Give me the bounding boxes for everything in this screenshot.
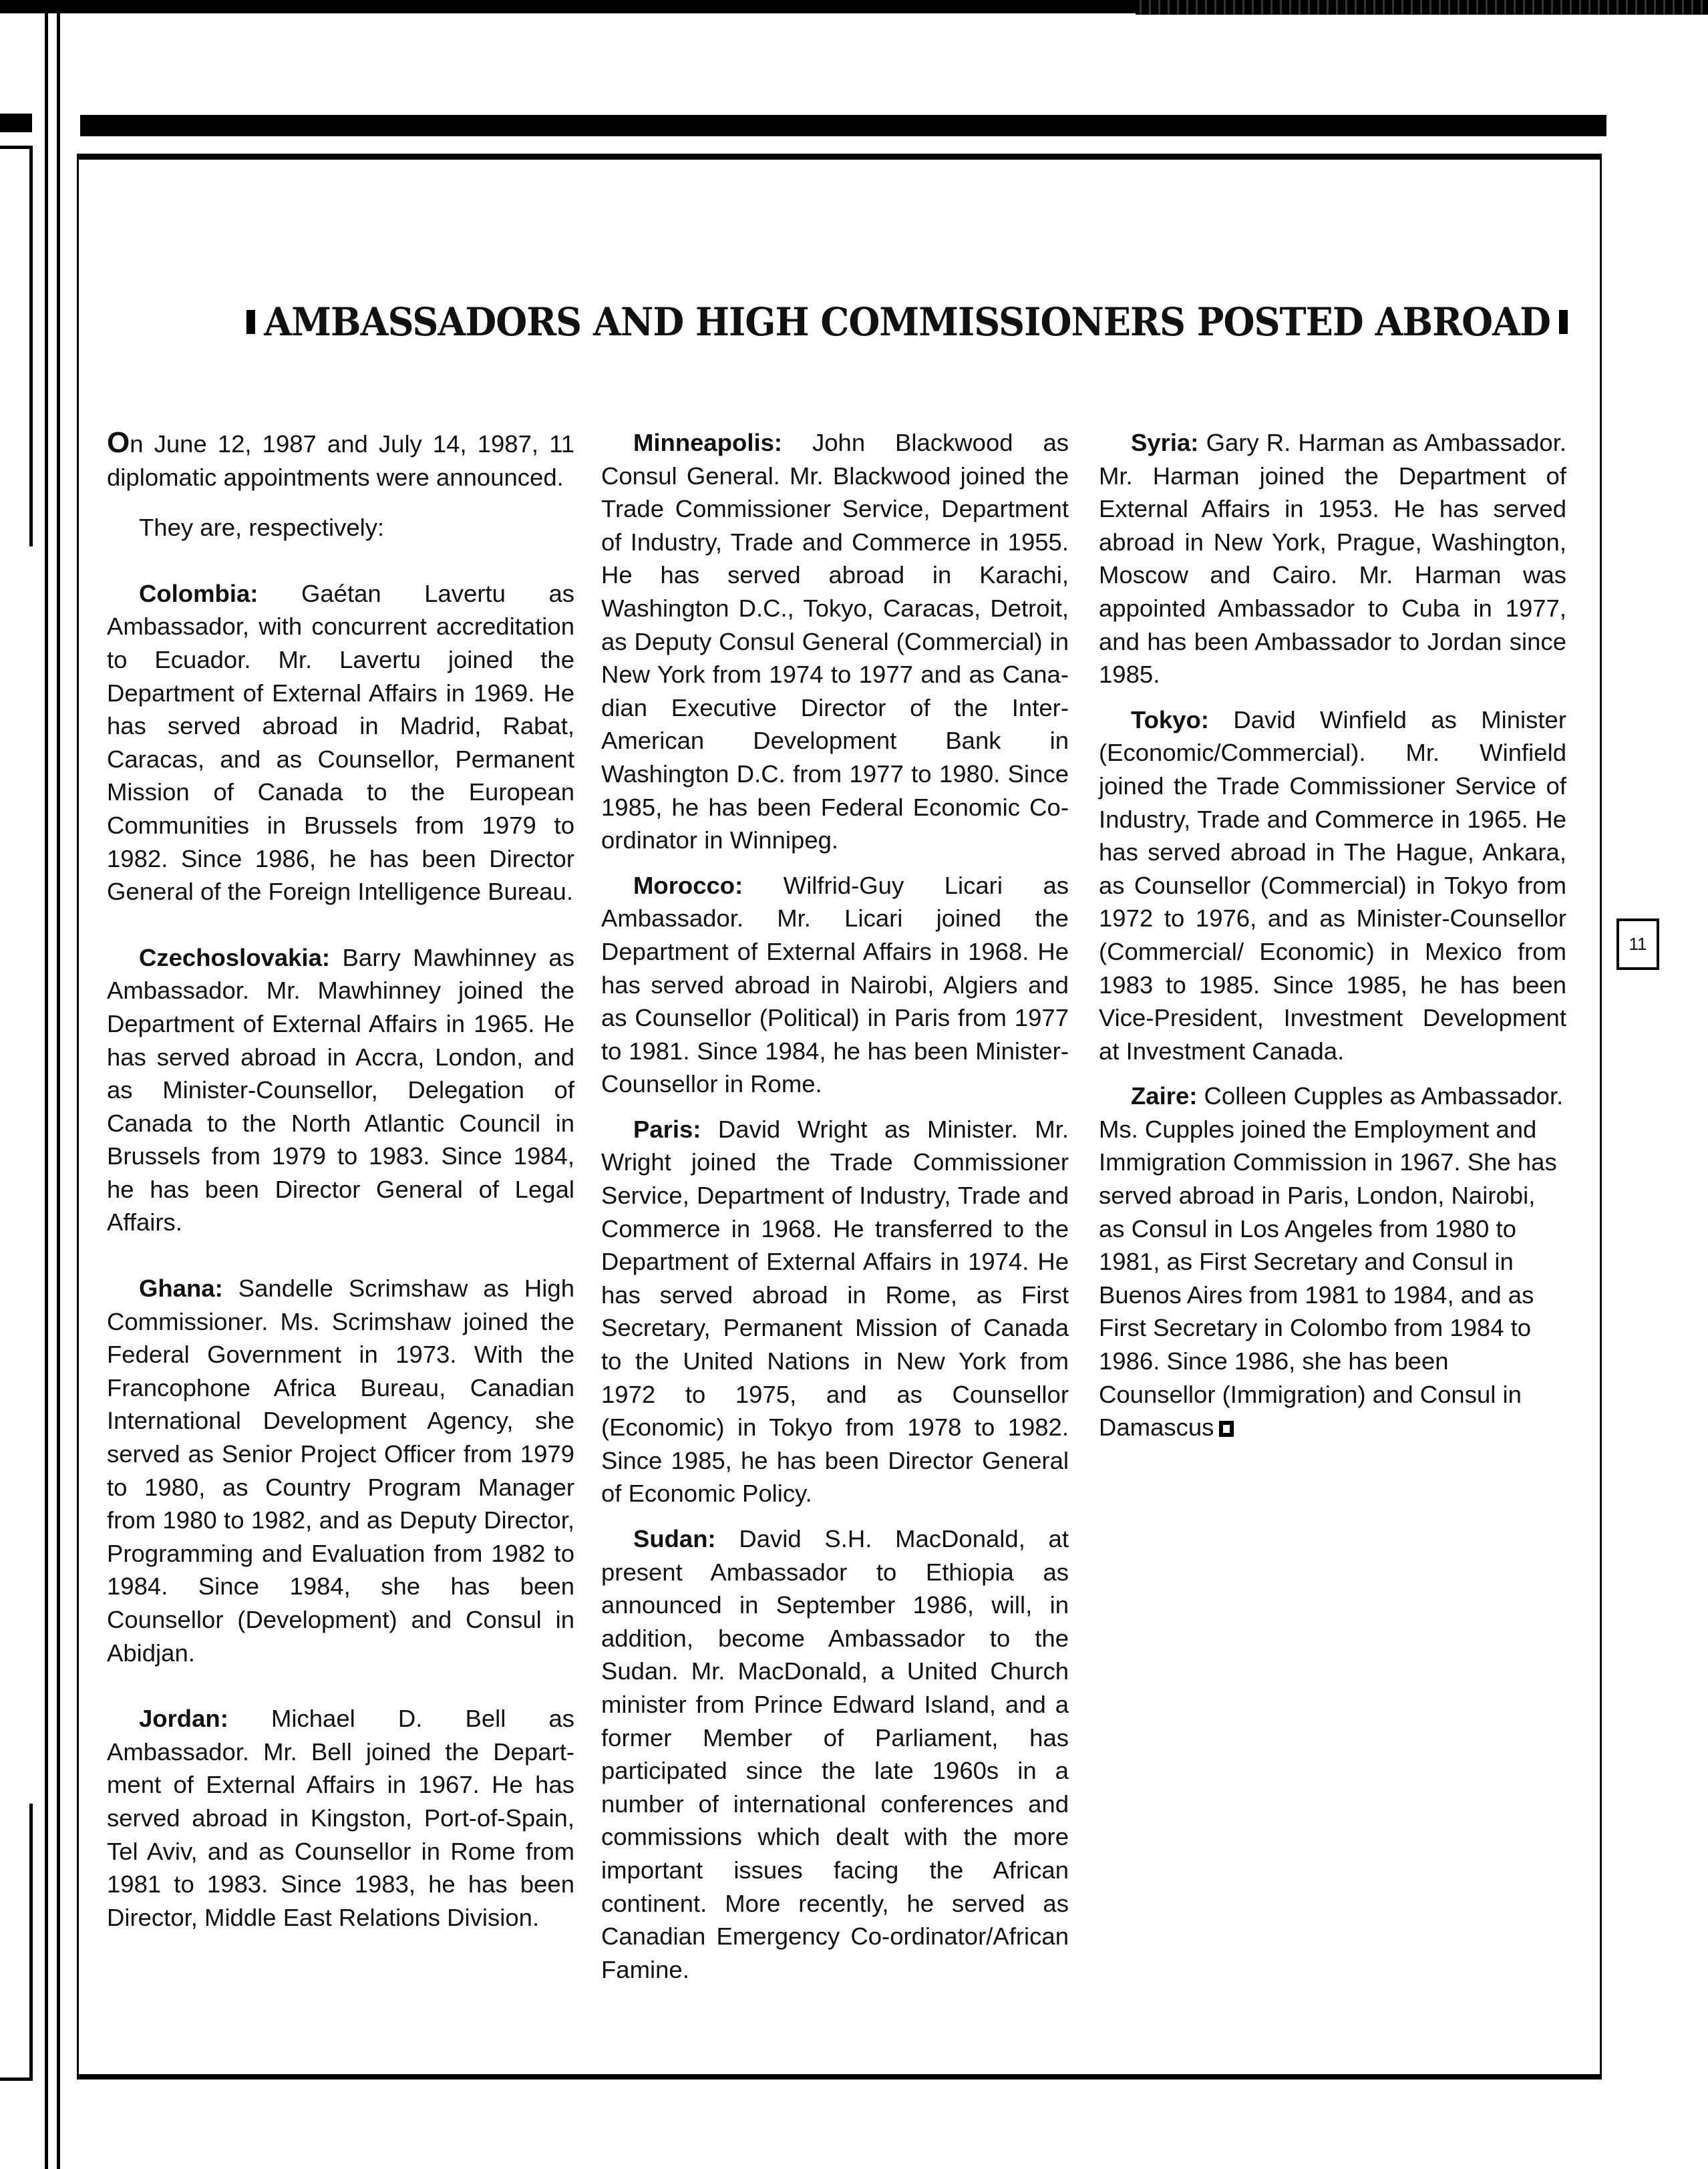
entry-morocco [601, 869, 1069, 1101]
entry-ghana [107, 1272, 574, 1669]
column-1 [107, 426, 574, 1946]
intro-followup: They are, respectively: [139, 514, 385, 542]
entry-heading: Morocco: [633, 871, 743, 899]
entry-sudan [601, 1522, 1069, 1986]
edge-mark [0, 2077, 32, 2081]
entry-body: David S.H. MacDonald, at present Ambassador to Ethiopia as announced in September 1986, will, in addition, become Ambassador to the Sudan. Mr. MacDonald, a United Church minister from Prince Edward Island, and a former Member of Parliament, has participated since the late 1960s in a number of international conferences and commissions which dealt with the more important issues facing the African continent. More recently, he served as Canadian Emergency Co-ordinator/African Famine. [601, 1525, 1069, 1983]
entry-body: Wilfrid-Guy Licari as Ambassador. Mr. Licari joined the Department of External Affairs in 1968. He has served abroad in Nairobi, Algiers and as Counsellor (Political) in Paris from 1977 to 1981. Since 1984, he has been Minister-Counsellor in Rome. [601, 871, 1069, 1098]
entry-tokyo [1099, 703, 1566, 1068]
entry-minneapolis [601, 426, 1069, 857]
entry-body: Gary R. Harman as Ambassador. Mr. Harman joined the Department of External Affairs in 1953. He has served abroad in New York, Prague, Washington, Moscow and Cairo. Mr. Harman was appointed Ambassador to Cuba in 1977, and has been Ambassador to Jordan since 1985. [1099, 429, 1566, 689]
entry-syria [1099, 426, 1566, 691]
entry-body: Barry Mawhinney as Ambassador. Mr. Mawhinney joined the Department of External Affairs in 1965. He has served abroad in Accra, London, and as Minister-Counsellor, Delegation of Canada to the North Atlantic Council in Brussels from 1979 to 1983. Since 1984, he has been Director General of Legal Affairs. [107, 943, 574, 1236]
column-3 [1099, 426, 1566, 1456]
entry-heading: Sudan: [633, 1525, 716, 1552]
edge-mark [29, 146, 33, 546]
scan-top-edge-noise [1136, 0, 1708, 15]
edge-mark [0, 114, 32, 132]
intro-paragraph: On June 12, 1987 and July 14, 1987, 11 diplomatic appointments were announced. [107, 426, 574, 491]
entry-body: Colleen Cupples as Ambassador. Ms. Cupples joined the Employment and Immigration Commission in 1967. She has served abroad in Paris, London, Nairobi, as Consul in Los Angeles from 1980 to 1981, as First Secretary and Consul in Buenos Aires from 1981 to 1984, and as First Secretary in Colombo from 1984 to 1986. Since 1986, she has been Counsellor (Immigration) and Consul in Damascus [1099, 1082, 1564, 1442]
entry-body: Gaétan Lavertu as Ambassador, with concurrent accreditation to Ecuador. Mr. Lavertu joined the Department of External Affairs in 1969. He has served abroad in Madrid, Rabat, Caracas, and as Counsellor, Permanent Mission of Canada to the European Communities in Brussels from 1979 to 1982. Since 1986, he has been Director General of the Foreign Intelligence Bureau. [107, 579, 574, 906]
hollow-square-icon [1559, 310, 1568, 334]
entry-heading: Colombia: [139, 579, 259, 607]
edge-mark [29, 1804, 33, 2081]
entry-body: John Blackwood as Consul General. Mr. Blackwood joined the Trade Commissioner Service, Department of Industry, Trade and Commerce in 1955. He has served abroad in Karachi, Washington D.C., Tokyo, Caracas, Detroit, as Deputy Consul General (Commercial) in New York from 1974 to 1977 and as Canadian Executive Director of the Inter-American Development Bank in Washington D.C. from 1977 to 1980. Since 1985, he has been Federal Economic Co-ordinator in Winnipeg. [601, 429, 1069, 854]
entry-zaire [1099, 1079, 1566, 1444]
entry-body: David Wright as Minister. Mr. Wright joined the Trade Commissioner Service, Department of Industry, Trade and Commerce in 1968. He transferred to the Department of External Affairs in 1974. He has served abroad in Rome, as First Secretary, Permanent Mission of Canada to the United Nations in New York from 1972 to 1975, and as Counsellor (Economic) in Tokyo from 1978 to 1982. Since 1985, he has been Director General of Economic Policy. [601, 1115, 1069, 1508]
entry-heading: Zaire: [1131, 1082, 1198, 1110]
binding-line [57, 7, 60, 2169]
entry-colombia [107, 577, 574, 908]
entry-heading: Paris: [633, 1115, 701, 1143]
end-of-article-square-icon [1219, 1421, 1234, 1437]
binding-line [45, 7, 48, 2169]
entry-body: Sandelle Scrimshaw as High Commissioner. Ms. Scrimshaw joined the Federal Government in 1973. With the Francophone Africa Bureau, Canadian International Development Agency, she served as Senior Project Officer from 1979 to 1980, as Country Program Manager from 1980 to 1982, and as Deputy Director, Programming and Evaluation from 1982 to 1984. Since 1984, she has been Counsellor (Development) and Consul in Abidjan. [107, 1275, 574, 1667]
page-number-box [1616, 919, 1659, 970]
article-title-row [264, 295, 1577, 349]
edge-mark [0, 146, 32, 149]
entry-body: Michael D. Bell as Ambassador. Mr. Bell joined the Department of External Affairs in 1967. He has served abroad in Kingston, Port-of-Spain, Tel Aviv, and as Counsellor in Rome from 1981 to 1983. Since 1983, he has been Director, Middle East Relations Division. [107, 1705, 574, 1931]
article-title: AMBASSADORS AND HIGH COMMISSIONERS POSTED ABROAD [264, 299, 1550, 345]
entry-heading: Czechoslovakia: [139, 943, 331, 971]
entry-paris [601, 1113, 1069, 1510]
entry-body: David Winfield as Minister (Economic/Commercial). Mr. Winfield joined the Trade Commissioner Service of Industry, Trade and Commerce in 1965. He has served abroad in The Hague, Ankara, as Counsellor (Commercial) in Tokyo from 1972 to 1976, and as Minister-Counsellor (Commercial/ Economic) in Mexico from 1983 to 1985. Since 1985, he has been Vice-President, Investment Development at Investment Canada. [1099, 705, 1566, 1065]
entry-heading: Tokyo: [1131, 705, 1209, 733]
column-2 [601, 426, 1069, 1998]
dropcap: O [107, 426, 130, 459]
hollow-square-icon [246, 310, 255, 334]
entry-heading: Jordan: [139, 1705, 228, 1733]
entry-heading: Syria: [1131, 429, 1199, 456]
header-rule [80, 115, 1606, 136]
entry-heading: Minneapolis: [633, 429, 783, 456]
entry-heading: Ghana: [139, 1275, 223, 1303]
entry-jordan [107, 1702, 574, 1934]
page-number: 11 [1629, 934, 1647, 954]
entry-czechoslovakia [107, 941, 574, 1239]
